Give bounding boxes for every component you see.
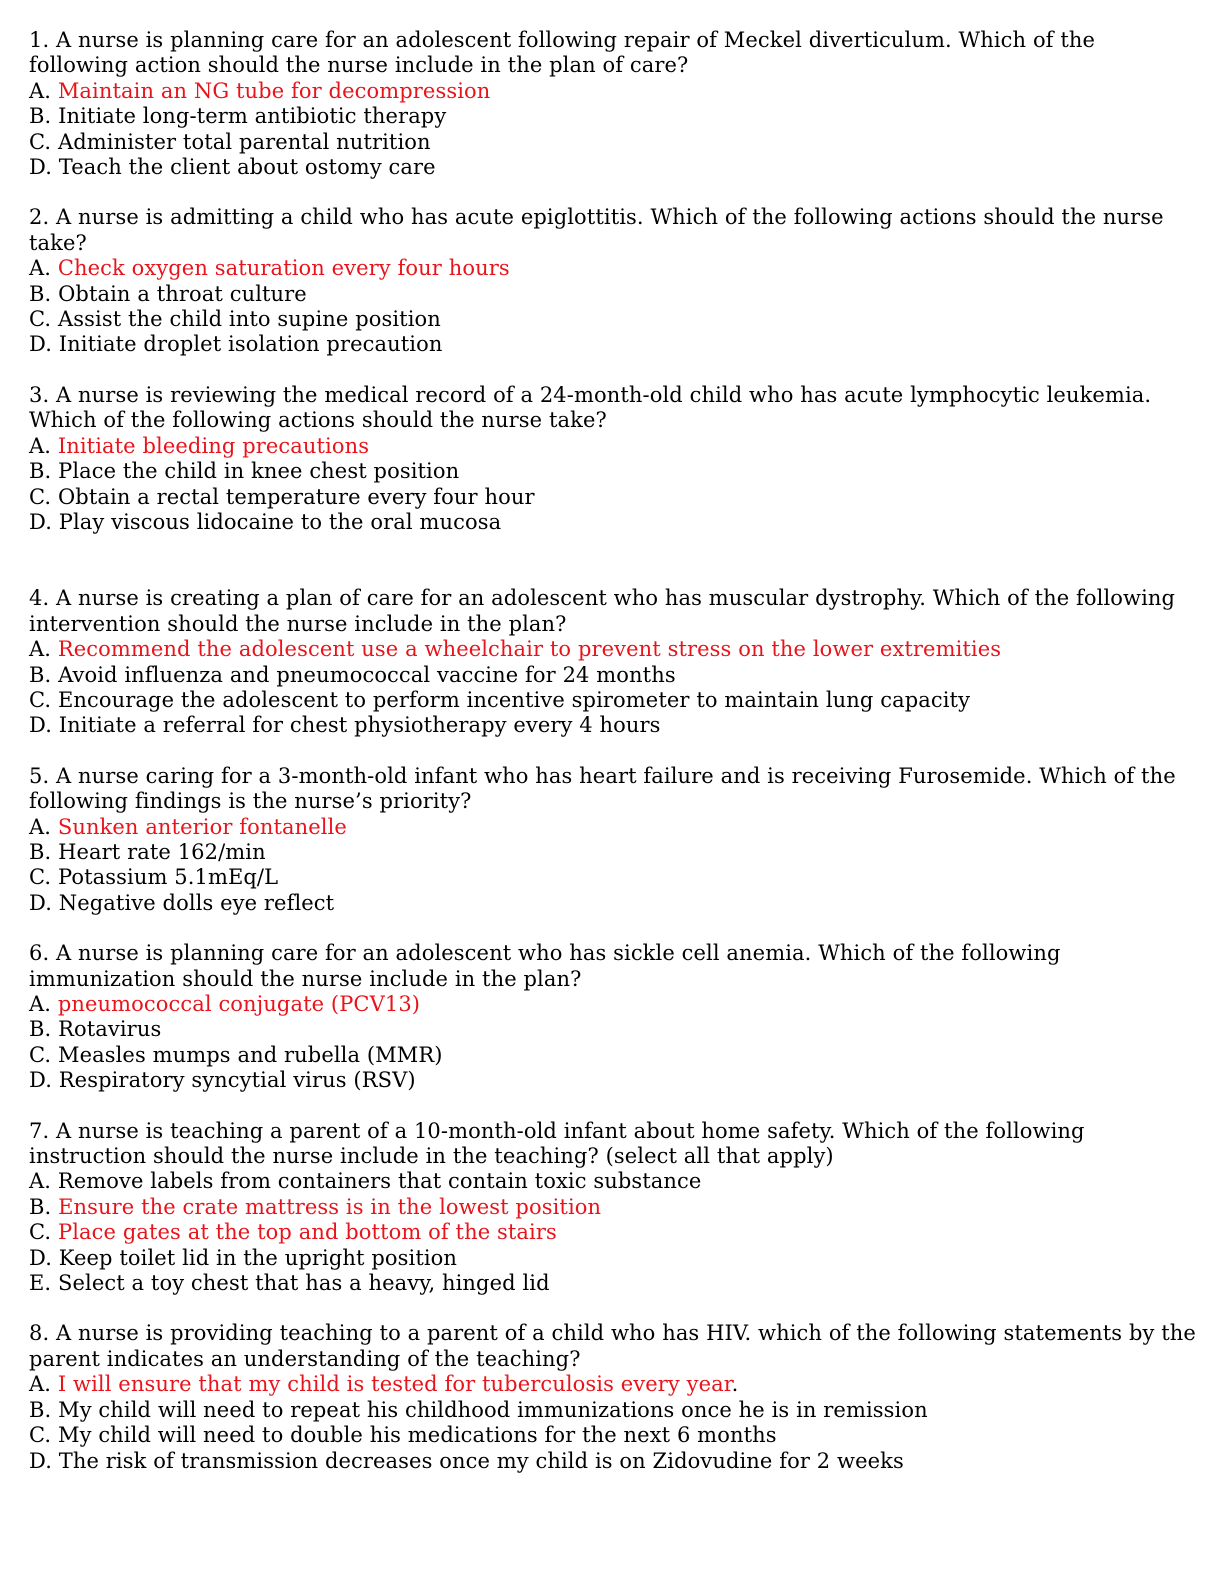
question-2 [29, 205, 1199, 357]
option-letter: D. [29, 713, 59, 738]
option-letter: D. [29, 890, 59, 915]
option-text: The risk of transmission decreases once my child is on Zidovudine for 2 weeks [58, 1448, 904, 1473]
option-text: Keep toilet lid in the upright position [58, 1245, 458, 1270]
question-1 [29, 28, 1199, 180]
option-letter: C. [29, 1423, 58, 1448]
answer-option [29, 459, 1199, 484]
option-text-highlighted: Initiate bleeding precautions [57, 433, 370, 458]
answer-option [29, 282, 1199, 307]
option-text: Rotavirus [58, 1017, 162, 1042]
option-letter: A. [29, 637, 58, 662]
answer-option [29, 155, 1199, 180]
answer-option-correct [29, 815, 1199, 840]
option-letter: C. [29, 865, 58, 890]
option-text: Measles mumps and rubella (MMR) [57, 1042, 443, 1067]
option-letter: B. [29, 1397, 59, 1422]
option-text: Encourage the adolescent to perform incentive spirometer to maintain lung capacity [57, 687, 971, 712]
answer-option-correct [29, 992, 1199, 1017]
question-stem: 2. A nurse is admitting a child who has acute epiglottitis. Which of the following actions should the nurse take? [29, 205, 1164, 255]
question-4 [29, 586, 1199, 738]
answer-option [29, 663, 1199, 688]
option-letter: B. [29, 662, 59, 687]
answer-option [29, 1043, 1199, 1068]
question-stem: 3. A nurse is reviewing the medical record of a 24-month-old child who has acute lymphocytic leukemia. Which of the following actions should the nurse take? [29, 382, 1152, 433]
option-letter: B. [29, 281, 59, 306]
answer-option [29, 1449, 1199, 1474]
option-text: Place the child in knee chest position [58, 459, 460, 484]
answer-option [29, 688, 1199, 713]
option-letter: A. [29, 433, 58, 458]
option-text: Obtain a throat culture [58, 281, 307, 306]
option-letter: D. [29, 1068, 59, 1093]
option-letter: E. [29, 1271, 58, 1296]
option-text: Teach the client about ostomy care [58, 155, 436, 180]
answer-option [29, 891, 1199, 916]
option-letter: D. [29, 1245, 59, 1270]
answer-option [29, 130, 1199, 155]
answer-option-correct [29, 256, 1199, 281]
option-trailing-punctuation: . [731, 1372, 739, 1397]
option-letter: B. [29, 104, 59, 129]
option-text-highlighted: pneumococcal conjugate (PCV13) [57, 992, 421, 1016]
option-letter: C. [29, 307, 58, 332]
option-text: Negative dolls eye reflect [58, 890, 335, 915]
option-text-highlighted: I will ensure that my child is tested for tuberculosis every year [57, 1372, 732, 1397]
document-page [29, 28, 1199, 1499]
question-3 [29, 383, 1199, 535]
question-7 [29, 1119, 1199, 1297]
answer-option [29, 332, 1199, 357]
option-letter: A. [29, 992, 58, 1016]
answer-option-correct [29, 1220, 1199, 1245]
option-text: Assist the child into supine position [57, 307, 441, 332]
answer-option [29, 1271, 1199, 1296]
option-text-highlighted: Maintain an NG tube for decompression [57, 78, 491, 103]
answer-option [29, 1398, 1199, 1423]
option-letter: A. [29, 256, 58, 281]
option-text: Avoid influenza and pneumococcal vaccine for 24 months [58, 662, 676, 687]
option-text: Play viscous lidocaine to the oral mucosa [58, 509, 502, 534]
option-text: Administer total parental nutrition [57, 129, 431, 154]
option-text: Obtain a rectal temperature every four hour [57, 484, 535, 509]
question-stem: 4. A nurse is creating a plan of care for an adolescent who has muscular dystrophy. Which of the following intervention should the nurse include in the plan? [29, 586, 1176, 636]
option-text-highlighted: Place gates at the top and bottom of the stairs [57, 1220, 557, 1245]
question-stem: 8. A nurse is providing teaching to a parent of a child who has HIV. which of the following statements by the parent indicates an understanding of the teaching? [29, 1321, 1196, 1371]
option-letter: C. [29, 484, 58, 509]
option-letter: B. [29, 839, 59, 864]
answer-option [29, 1169, 1199, 1194]
option-text-highlighted: Ensure the crate mattress is in the lowest position [58, 1194, 602, 1219]
answer-option [29, 713, 1199, 738]
option-letter: A. [29, 1169, 58, 1194]
question-5 [29, 764, 1199, 916]
question-stem: 6. A nurse is planning care for an adolescent who has sickle cell anemia. Which of the following immunization should the nurse include in the plan? [29, 941, 1061, 991]
question-stem: 5. A nurse caring for a 3-month-old infant who has heart failure and is receiving Furosemide. Which of the following findings is the nurse’s priority? [29, 763, 1176, 814]
option-letter: D. [29, 1448, 59, 1473]
question-6 [29, 941, 1199, 1093]
answer-option [29, 104, 1199, 129]
option-letter: B. [29, 459, 59, 484]
option-text: Initiate droplet isolation precaution [58, 332, 443, 357]
option-letter: D. [29, 332, 59, 357]
question-8 [29, 1321, 1199, 1473]
option-text: My child will need to double his medications for the next 6 months [57, 1423, 777, 1448]
option-letter: D. [29, 509, 59, 534]
answer-option [29, 485, 1199, 510]
option-text: My child will need to repeat his childhood immunizations once he is in remission [58, 1397, 928, 1422]
option-letter: B. [29, 1194, 59, 1219]
answer-option-correct [29, 1372, 1199, 1397]
option-text: Remove labels from containers that contain toxic substance [57, 1169, 702, 1194]
answer-option [29, 307, 1199, 332]
option-text-highlighted: Check oxygen saturation every four hours [57, 256, 510, 281]
answer-option-correct [29, 1195, 1199, 1220]
option-letter: B. [29, 1017, 59, 1042]
option-text: Respiratory syncytial virus (RSV) [58, 1068, 416, 1093]
option-letter: A. [29, 814, 58, 839]
answer-option-correct [29, 434, 1199, 459]
answer-option-correct [29, 79, 1199, 104]
option-text: Initiate long-term antibiotic therapy [58, 104, 447, 129]
option-text: Initiate a referral for chest physiotherapy every 4 hours [58, 713, 661, 738]
answer-option [29, 1017, 1199, 1042]
answer-option [29, 510, 1199, 535]
option-letter: C. [29, 687, 58, 712]
answer-option-correct [29, 637, 1199, 662]
answer-option [29, 840, 1199, 865]
question-stem: 7. A nurse is teaching a parent of a 10-month-old infant about home safety. Which of the following instruction should the nurse include in the teaching? (select all that apply) [29, 1118, 1085, 1169]
answer-option [29, 1068, 1199, 1093]
answer-option [29, 1423, 1199, 1448]
option-text: Select a toy chest that has a heavy, hinged lid [57, 1271, 550, 1296]
option-letter: A. [29, 1372, 58, 1397]
answer-option [29, 865, 1199, 890]
option-text: Potassium 5.1mEq/L [57, 865, 279, 890]
option-letter: A. [29, 78, 58, 103]
option-text-highlighted: Recommend the adolescent use a wheelchair to prevent stress on the lower extremities [57, 637, 1002, 662]
option-letter: C. [29, 1042, 58, 1067]
question-stem: 1. A nurse is planning care for an adolescent following repair of Meckel diverticulum. Which of the following action should the nurse include in the plan of care? [29, 28, 1096, 78]
answer-option [29, 1246, 1199, 1271]
option-letter: C. [29, 1220, 58, 1245]
option-letter: C. [29, 129, 58, 154]
option-letter: D. [29, 155, 59, 180]
option-text: Heart rate 162/min [58, 839, 266, 864]
option-text-highlighted: Sunken anterior fontanelle [57, 814, 347, 839]
